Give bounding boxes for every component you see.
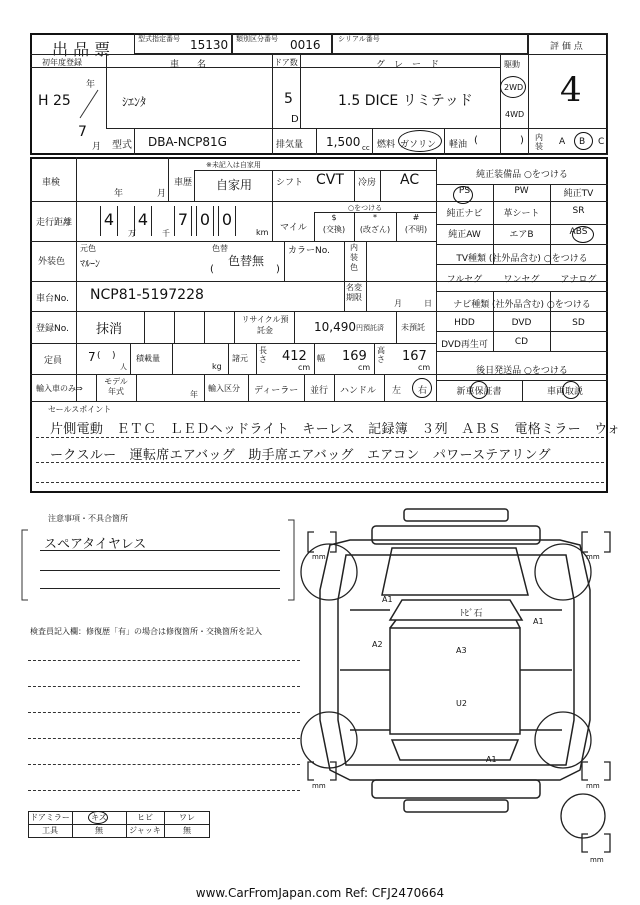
model-designation-label: 型式指定番号 — [138, 35, 180, 43]
width-value: 169 — [342, 349, 367, 364]
exchange-label: (交換) — [322, 225, 346, 234]
import-type-label: 輸入区分 — [208, 384, 240, 393]
mm-rr: mm — [586, 782, 600, 790]
history-note: ※未記入は自家用 — [206, 161, 261, 169]
mark-chip: ﾄﾋﾞ石 — [460, 609, 483, 619]
equipment-item: HDD — [454, 318, 475, 328]
equipment-item: DVD再生可 — [441, 340, 488, 350]
category-value: 0016 — [290, 38, 321, 52]
equipment-item: フルセグ — [446, 275, 483, 285]
bt-col-line — [72, 811, 73, 838]
height-value: 167 — [402, 349, 427, 364]
equipment-item: PW — [514, 186, 529, 196]
color-paren-close: ) — [276, 264, 280, 275]
recycle-unpaid: 未預託 — [401, 323, 425, 332]
mark-a2: A2 — [372, 640, 383, 649]
tv-title: TV種類 (社外品含む) ○をつける — [456, 254, 588, 264]
shift-value: CVT — [316, 172, 344, 188]
length-value: 412 — [282, 349, 307, 364]
insp-rule-1 — [28, 660, 300, 661]
dealer-label: ディーラー — [254, 386, 299, 396]
doc-manual: 車両取説 — [546, 387, 583, 397]
mileage-digit: 4 — [100, 206, 118, 236]
bottom-table-cell: ヒビ — [137, 813, 153, 822]
equipment-item: SR — [572, 206, 585, 216]
chassis-value: NCP81-5197228 — [90, 287, 204, 303]
serial-label: シリアル番号 — [338, 35, 380, 43]
mark-a3: A3 — [456, 646, 467, 655]
first-reg-month-unit: 月 — [92, 142, 102, 152]
diesel-label: 軽油 — [449, 140, 468, 150]
length-label: 長さ — [259, 346, 267, 364]
notes-rule-3 — [40, 588, 280, 589]
parallel-label: 並行 — [310, 386, 329, 396]
model-label: 型式 — [112, 140, 132, 151]
recycle-unit: 円預託済 — [356, 324, 384, 332]
displacement-value: 1,500 — [326, 135, 361, 149]
mileage-man: 万 — [128, 229, 136, 238]
inspection-month-unit: 月 — [157, 189, 167, 199]
category-label: 類別区分番号 — [236, 35, 278, 43]
capacity-value: 7 — [88, 350, 96, 364]
capacity-label: 定員 — [44, 356, 63, 366]
name-change-month: 月 — [394, 299, 402, 308]
grade-value: 1.5 DICE リミテッド — [338, 93, 473, 109]
capacity-unit: 人 — [120, 363, 127, 371]
insp-rule-5 — [28, 764, 300, 765]
bottom-table-cell: ワレ — [179, 813, 195, 822]
chassis-label: 車台No. — [36, 294, 69, 304]
fuel-value: ガソリン — [400, 140, 437, 150]
mileage-mile: マイル — [280, 223, 307, 233]
first-reg-label: 初年度登録 — [42, 58, 82, 67]
width-unit: cm — [358, 363, 371, 372]
sales-label: セールスポイント — [48, 405, 112, 414]
model-designation-value: 15130 — [190, 38, 229, 52]
navi-title: ナビ種類 (社外品含む) ○をつける — [453, 300, 591, 310]
notes-label: 注意事項・不具合箇所 — [48, 514, 128, 523]
interior-a: A — [559, 137, 566, 147]
equipment-item: 純正TV — [563, 189, 594, 199]
mileage-digit: 4 — [134, 206, 152, 236]
name-change-day: 日 — [424, 299, 432, 308]
doc-warranty: 新車保証書 — [456, 387, 502, 397]
grade-label: グ レ ー ド — [376, 60, 440, 70]
mileage-digit: 0 — [218, 206, 236, 236]
equipment-item: ワンセグ — [503, 275, 540, 285]
insp-rule-6 — [28, 790, 300, 791]
notes-rule-2 — [40, 570, 280, 571]
insp-rule-3 — [28, 712, 300, 713]
length-unit: cm — [298, 363, 311, 372]
bottom-table-cell: ドアミラー — [30, 813, 70, 822]
equipment-item: DVD — [511, 318, 532, 328]
sales-line-1: 片側電動 ＥＴＣ ＬＥＤヘッドライト キーレス 記録簿 ３列 ＡＢＳ 電格ミラー ウォ — [50, 422, 621, 437]
car-name-value: ｼｴﾝﾀ — [122, 95, 147, 109]
mark-u2: U2 — [456, 699, 467, 708]
mileage-digit: 7 — [174, 206, 192, 236]
payload-label: 積載量 — [136, 354, 160, 363]
footer-watermark: www.CarFromJapan.com Ref: CFJ2470664 — [195, 886, 445, 900]
equipment-item: CD — [514, 337, 529, 347]
mm-rl: mm — [312, 782, 326, 790]
mileage-circle-note: ○をつける — [348, 204, 383, 212]
recycle-value: 10,490 — [314, 320, 356, 334]
first-reg-year-unit: 年 — [86, 80, 96, 90]
color-paren-open: ( — [210, 264, 214, 275]
import-year-unit: 年 — [190, 390, 198, 399]
exterior-label: 外装色 — [38, 257, 66, 267]
sheet-title: 出 品 票 — [52, 40, 111, 59]
mark-a1-front: A1 — [382, 595, 393, 604]
drive-4wd: 4WD — [505, 110, 525, 119]
width-label: 幅 — [317, 354, 325, 363]
bottom-table-cell: 無 — [95, 826, 103, 835]
bottom-table-cell: キズ — [91, 813, 107, 822]
score-value: 4 — [560, 70, 582, 110]
displacement-unit: cc — [362, 144, 370, 152]
name-change-label: 名変期限 — [346, 283, 362, 302]
shift-label: シフト — [276, 178, 304, 188]
reg-label: 登録No. — [36, 324, 69, 334]
color-no-label: カラーNo. — [288, 246, 330, 256]
doors-value: 5 — [284, 91, 293, 107]
displacement-label: 排気量 — [276, 140, 304, 150]
mm-fl: mm — [312, 553, 326, 561]
interior-color-label: 内装色 — [350, 243, 358, 272]
equipment-item: 革シート — [503, 209, 540, 219]
sales-line-2: ークスルー 運転席エアバッグ 助手席エアバッグ エアコン パワーステアリング — [50, 448, 551, 463]
model-value: DBA-NCP81G — [148, 135, 227, 149]
exterior-value: ﾏﾙｰﾝ — [80, 259, 100, 270]
capacity-paren-close: ) — [112, 351, 116, 361]
equipment-item: ABS — [569, 227, 588, 237]
handle-label: ハンドル — [340, 386, 377, 396]
unknown-symbol: # — [412, 213, 420, 222]
diesel-paren-open: ( — [474, 135, 478, 146]
mm-spare: mm — [590, 856, 604, 864]
score-label: 評 価 点 — [550, 42, 583, 52]
first-reg-month: 7 — [78, 124, 87, 140]
equipment-item: PS — [458, 186, 471, 196]
equipment-item: アナログ — [560, 275, 597, 285]
car-name-label: 車 名 — [170, 60, 207, 70]
scratch-circle — [88, 811, 108, 824]
history-label: 車歴 — [174, 178, 193, 188]
history-value: 自家用 — [216, 178, 253, 192]
bottom-table-cell: 無 — [183, 826, 191, 835]
bottom-table-cell: 工具 — [42, 826, 58, 835]
payload-unit: kg — [212, 362, 222, 371]
recycle-label: リサイクル預託金 — [241, 315, 289, 335]
doors-unit: D — [291, 114, 299, 125]
interior-b: B — [579, 137, 586, 147]
inspection-year-unit: 年 — [114, 189, 124, 199]
fuel-label: 燃料 — [377, 140, 396, 150]
first-reg-era: H 25 — [38, 93, 71, 109]
color-change-label: 色替 — [212, 244, 228, 253]
dims-label: 諸元 — [232, 354, 248, 363]
model-year-label: モデル年式 — [104, 377, 128, 396]
exchange-symbol: $ — [331, 213, 337, 222]
insp-rule-4 — [28, 738, 300, 739]
bt-col-line — [164, 811, 165, 838]
ac-value: AC — [400, 172, 420, 188]
mileage-km: km — [256, 228, 269, 237]
mileage-digit: 0 — [196, 206, 214, 236]
bottom-table-cell: ジャッキ — [129, 826, 161, 835]
notes-text: スペアタイヤレス — [44, 537, 147, 552]
notes-rule-1 — [40, 550, 280, 551]
inspector-label: 検査員記入欄：修復歴「有」の場合は修復箇所・交換箇所を記入 — [30, 627, 262, 636]
insp-rule-2 — [28, 686, 300, 687]
original-color-label: 元色 — [80, 244, 96, 253]
bt-col-line — [126, 811, 127, 838]
mark-a1-right: A1 — [533, 617, 544, 626]
equipment-item: 純正ナビ — [446, 209, 483, 219]
import-label: 輸入車のみ⇒ — [36, 384, 83, 393]
equipment-item: 純正AW — [448, 230, 481, 240]
tamper-symbol: * — [373, 213, 377, 222]
handle-right: 右 — [418, 386, 428, 396]
ac-label: 冷房 — [358, 178, 377, 188]
docs-title: 後日発送品 ○をつける — [476, 366, 568, 376]
drive-label: 駆動 — [504, 60, 520, 69]
equipment-item: エアB — [509, 230, 534, 240]
mark-a1-rear: A1 — [486, 755, 497, 764]
height-unit: cm — [418, 363, 431, 372]
color-change-value: 色替無 — [228, 254, 265, 268]
interior-c: C — [598, 137, 605, 147]
tamper-label: (改ざん) — [359, 225, 391, 234]
capacity-paren: ( — [97, 351, 101, 361]
inspection-label: 車検 — [42, 178, 61, 188]
mileage-sen: 千 — [162, 229, 170, 238]
mileage-label: 走行距離 — [36, 218, 73, 228]
equipment-item: SD — [572, 318, 585, 328]
mm-fr: mm — [586, 553, 600, 561]
drive-2wd: 2WD — [504, 83, 524, 92]
reg-value: 抹消 — [96, 322, 123, 337]
doors-label: ドア数 — [274, 58, 298, 67]
unknown-label: (不明) — [404, 225, 428, 234]
diesel-paren-close: ) — [520, 135, 524, 146]
equipment-title: 純正装備品 ○をつける — [476, 170, 568, 180]
height-label: 高さ — [377, 346, 385, 364]
interior-label: 内装 — [535, 133, 543, 151]
handle-left: 左 — [392, 386, 402, 396]
